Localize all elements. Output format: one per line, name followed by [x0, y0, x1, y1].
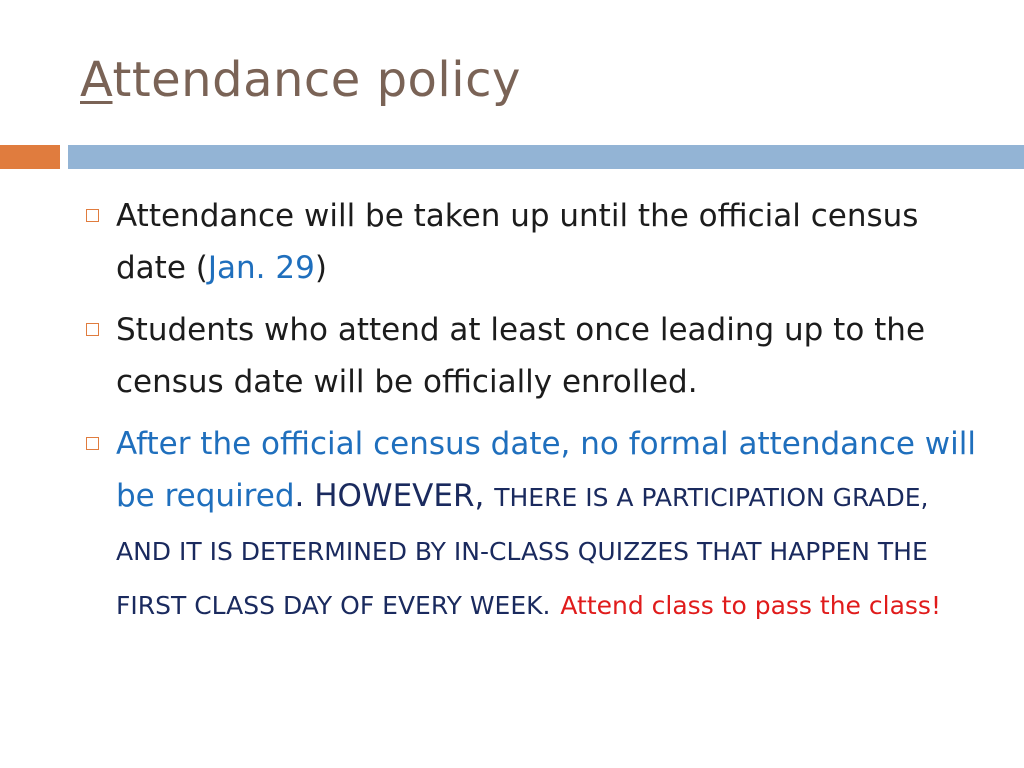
divider-bar: [68, 145, 1024, 169]
bullet-text: Students who attend at least once leading up to the census date will be officially enrolled.: [116, 312, 926, 400]
attend-class-text: Attend class to pass the class!: [560, 591, 941, 620]
period: .: [294, 478, 305, 514]
title-rest: ttendance policy: [112, 52, 521, 108]
slide-title: [80, 52, 521, 108]
census-date: Jan. 29: [207, 250, 315, 286]
bullet-text-part1: Attendance will be taken up until the official census date (: [116, 198, 919, 286]
title-first-letter: A: [80, 52, 113, 108]
bullet-item-participation: [86, 418, 986, 632]
bullet-list: [86, 190, 986, 642]
participation-text: THERE IS A PARTICIPATION GRADE, AND IT IS DETERMINED BY IN-CLASS QUIZZES THAT HAPPEN THE FIRST CLASS DAY OF EVERY WEEK.: [116, 483, 929, 620]
after-census-text: After the official census date, no formal attendance will be required: [116, 426, 976, 514]
square-bullet-icon: [86, 323, 99, 336]
bullet-text-part2: ): [314, 250, 327, 286]
square-bullet-icon: [86, 209, 99, 222]
however-text: HOWEVER,: [304, 478, 495, 514]
square-bullet-icon: [86, 437, 99, 450]
bullet-item-enrollment: [86, 304, 986, 408]
bullet-item-census: [86, 190, 986, 294]
accent-bar: [0, 145, 60, 169]
